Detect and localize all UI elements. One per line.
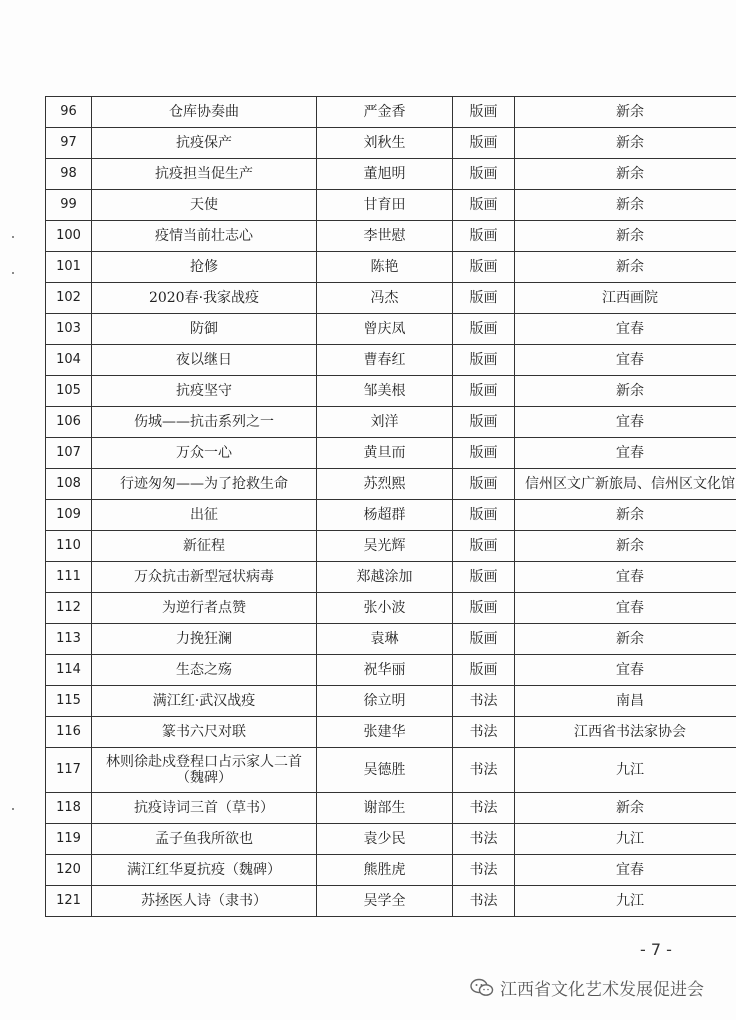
row-number: 105: [46, 376, 92, 407]
table-row: [46, 438, 736, 469]
table-row: [46, 624, 736, 655]
row-number: 115: [46, 686, 92, 717]
recommending-unit: 南昌: [515, 686, 736, 717]
recommending-unit: 江西省书法家协会: [515, 717, 736, 748]
work-title: 苏拯医人诗（隶书）: [92, 886, 317, 917]
author-name: 陈艳: [317, 252, 453, 283]
recommending-unit: 新余: [515, 624, 736, 655]
scan-speck: [12, 236, 14, 238]
row-number: 111: [46, 562, 92, 593]
recommending-unit: 新余: [515, 128, 736, 159]
category: 书法: [453, 717, 515, 748]
category: 书法: [453, 855, 515, 886]
table-row: [46, 469, 736, 500]
table-row: [46, 221, 736, 252]
table-row: [46, 500, 736, 531]
work-title: 为逆行者点赞: [92, 593, 317, 624]
author-name: 张建华: [317, 717, 453, 748]
recommending-unit: 新余: [515, 500, 736, 531]
work-title: 抗疫坚守: [92, 376, 317, 407]
recommending-unit: 新余: [515, 97, 736, 128]
table-row: [46, 252, 736, 283]
work-title: 满江红·武汉战疫: [92, 686, 317, 717]
author-name: 邹美根: [317, 376, 453, 407]
author-name: 曾庆凤: [317, 314, 453, 345]
category: 版画: [453, 531, 515, 562]
row-number: 103: [46, 314, 92, 345]
recommending-unit: 新余: [515, 531, 736, 562]
awards-table: [45, 96, 736, 917]
author-name: 甘育田: [317, 190, 453, 221]
table-row: [46, 824, 736, 855]
work-title: 生态之殇: [92, 655, 317, 686]
row-number: 119: [46, 824, 92, 855]
recommending-unit: 宜春: [515, 345, 736, 376]
recommending-unit: 九江: [515, 748, 736, 793]
recommending-unit: 新余: [515, 221, 736, 252]
category: 版画: [453, 252, 515, 283]
category: 版画: [453, 593, 515, 624]
category: 版画: [453, 407, 515, 438]
category: 书法: [453, 793, 515, 824]
work-title: 林则徐赴戍登程口占示家人二首（魏碑）: [92, 748, 317, 793]
table-row: [46, 855, 736, 886]
row-number: 107: [46, 438, 92, 469]
watermark-text: 江西省文化艺术发展促进会: [500, 980, 704, 1000]
work-title: 天使: [92, 190, 317, 221]
work-title: 出征: [92, 500, 317, 531]
table-row: [46, 562, 736, 593]
table-row: [46, 593, 736, 624]
row-number: 102: [46, 283, 92, 314]
scan-speck: [12, 808, 14, 810]
category: 版画: [453, 500, 515, 531]
author-name: 李世慰: [317, 221, 453, 252]
recommending-unit: 新余: [515, 190, 736, 221]
work-title: 力挽狂澜: [92, 624, 317, 655]
author-name: 袁少民: [317, 824, 453, 855]
row-number: 101: [46, 252, 92, 283]
row-number: 113: [46, 624, 92, 655]
author-name: 曹春红: [317, 345, 453, 376]
work-title: 篆书六尺对联: [92, 717, 317, 748]
row-number: 109: [46, 500, 92, 531]
category: 书法: [453, 886, 515, 917]
recommending-unit: 九江: [515, 886, 736, 917]
row-number: 108: [46, 469, 92, 500]
category: 书法: [453, 824, 515, 855]
table-row: [46, 793, 736, 824]
author-name: 吴光辉: [317, 531, 453, 562]
category: 书法: [453, 748, 515, 793]
recommending-unit: 宜春: [515, 855, 736, 886]
work-title: 孟子鱼我所欲也: [92, 824, 317, 855]
table-row: [46, 531, 736, 562]
recommending-unit: 信州区文广新旅局、信州区文化馆: [515, 469, 736, 500]
category: 版画: [453, 655, 515, 686]
category: 版画: [453, 97, 515, 128]
work-title: 抢修: [92, 252, 317, 283]
recommending-unit: 新余: [515, 793, 736, 824]
wechat-icon: [470, 978, 494, 998]
recommending-unit: 新余: [515, 376, 736, 407]
table-row: [46, 97, 736, 128]
category: 版画: [453, 314, 515, 345]
row-number: 120: [46, 855, 92, 886]
table-body: [46, 97, 736, 917]
work-title: 万众一心: [92, 438, 317, 469]
author-name: 刘秋生: [317, 128, 453, 159]
table-row: [46, 686, 736, 717]
recommending-unit: 江西画院: [515, 283, 736, 314]
table-row: [46, 748, 736, 793]
row-number: 99: [46, 190, 92, 221]
work-title: 抗疫保产: [92, 128, 317, 159]
recommending-unit: 宜春: [515, 438, 736, 469]
row-number: 121: [46, 886, 92, 917]
work-title: 疫情当前壮志心: [92, 221, 317, 252]
work-title: 满江红华夏抗疫（魏碑）: [92, 855, 317, 886]
recommending-unit: 宜春: [515, 655, 736, 686]
author-name: 董旭明: [317, 159, 453, 190]
table-row: [46, 886, 736, 917]
row-number: 104: [46, 345, 92, 376]
table-row: [46, 128, 736, 159]
recommending-unit: 宜春: [515, 562, 736, 593]
category: 版画: [453, 624, 515, 655]
row-number: 100: [46, 221, 92, 252]
author-name: 祝华丽: [317, 655, 453, 686]
author-name: 刘洋: [317, 407, 453, 438]
work-title: 万众抗击新型冠状病毒: [92, 562, 317, 593]
work-title: 防御: [92, 314, 317, 345]
author-name: 袁琳: [317, 624, 453, 655]
watermark: [470, 975, 704, 1000]
table-row: [46, 655, 736, 686]
category: 版画: [453, 376, 515, 407]
table-row: [46, 717, 736, 748]
table-row: [46, 314, 736, 345]
category: 版画: [453, 190, 515, 221]
author-name: 熊胜虎: [317, 855, 453, 886]
work-title: 抗疫诗词三首（草书）: [92, 793, 317, 824]
work-title: 行迹匆匆——为了抢救生命: [92, 469, 317, 500]
work-title: 仓库协奏曲: [92, 97, 317, 128]
recommending-unit: 九江: [515, 824, 736, 855]
author-name: 郑越涂加: [317, 562, 453, 593]
author-name: 谢部生: [317, 793, 453, 824]
author-name: 吴德胜: [317, 748, 453, 793]
category: 版画: [453, 469, 515, 500]
recommending-unit: 宜春: [515, 314, 736, 345]
category: 版画: [453, 283, 515, 314]
table-row: [46, 283, 736, 314]
author-name: 苏烈熙: [317, 469, 453, 500]
category: 书法: [453, 686, 515, 717]
row-number: 110: [46, 531, 92, 562]
table-row: [46, 407, 736, 438]
category: 版画: [453, 562, 515, 593]
author-name: 冯杰: [317, 283, 453, 314]
row-number: 112: [46, 593, 92, 624]
author-name: 吴学全: [317, 886, 453, 917]
recommending-unit: 宜春: [515, 407, 736, 438]
work-title: 夜以继日: [92, 345, 317, 376]
row-number: 106: [46, 407, 92, 438]
category: 版画: [453, 345, 515, 376]
category: 版画: [453, 128, 515, 159]
author-name: 张小波: [317, 593, 453, 624]
recommending-unit: 宜春: [515, 593, 736, 624]
table-row: [46, 345, 736, 376]
recommending-unit: 新余: [515, 252, 736, 283]
author-name: 严金香: [317, 97, 453, 128]
row-number: 97: [46, 128, 92, 159]
work-title: 伤城——抗击系列之一: [92, 407, 317, 438]
author-name: 杨超群: [317, 500, 453, 531]
scan-speck: [12, 272, 14, 274]
category: 版画: [453, 159, 515, 190]
row-number: 116: [46, 717, 92, 748]
author-name: 黄旦而: [317, 438, 453, 469]
work-title: 抗疫担当促生产: [92, 159, 317, 190]
table-row: [46, 376, 736, 407]
category: 版画: [453, 221, 515, 252]
row-number: 98: [46, 159, 92, 190]
category: 版画: [453, 438, 515, 469]
row-number: 118: [46, 793, 92, 824]
table-row: [46, 159, 736, 190]
row-number: 114: [46, 655, 92, 686]
row-number: 117: [46, 748, 92, 793]
work-title: 新征程: [92, 531, 317, 562]
page-number: - 7 -: [640, 940, 672, 959]
row-number: 96: [46, 97, 92, 128]
work-title: 2020春·我家战疫: [92, 283, 317, 314]
author-name: 徐立明: [317, 686, 453, 717]
recommending-unit: 新余: [515, 159, 736, 190]
table-row: [46, 190, 736, 221]
